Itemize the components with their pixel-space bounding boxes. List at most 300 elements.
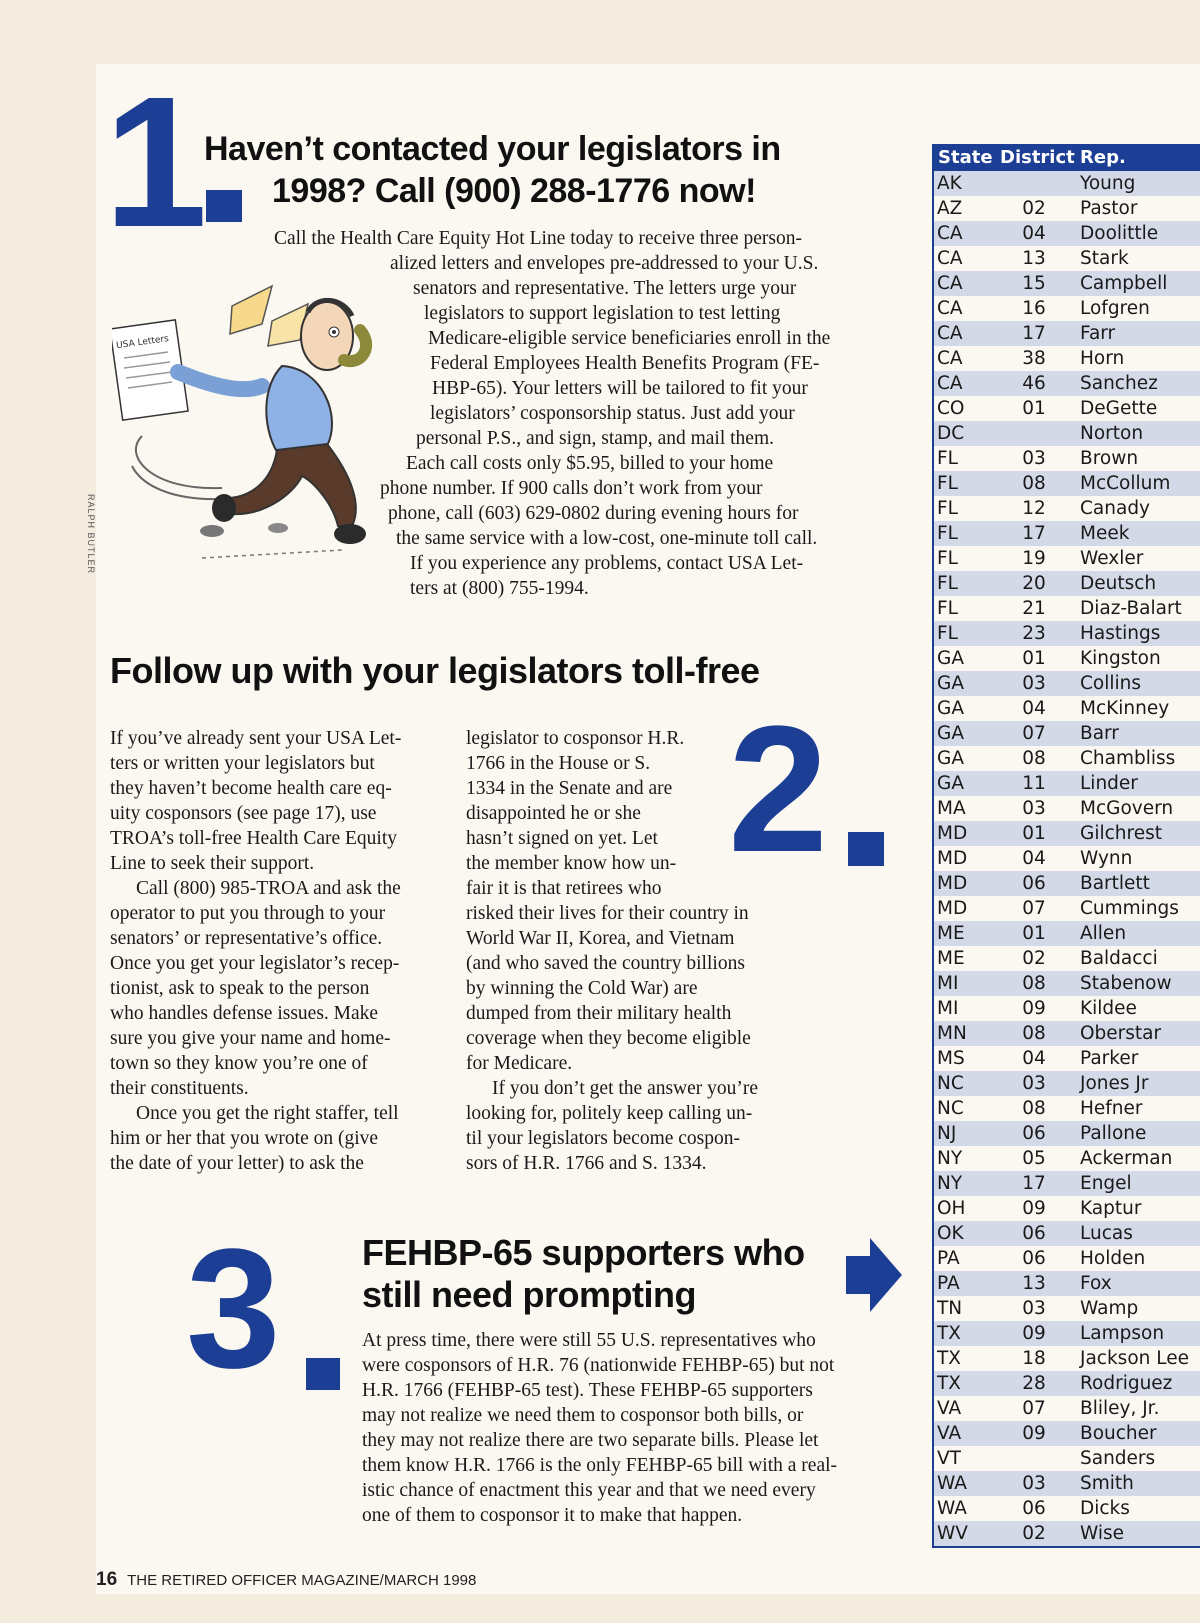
cell-district: 09 <box>1022 998 1046 1019</box>
cell-district: 08 <box>1022 473 1046 494</box>
table-row <box>934 471 1200 496</box>
cell-state: MI <box>937 998 959 1019</box>
cell-rep: Gilchrest <box>1080 823 1162 844</box>
s2c1-line: the date of your letter) to ask the <box>110 1153 364 1174</box>
s2c2-line: 1334 in the Senate and are <box>466 778 673 799</box>
s2c2-line: looking for, politely keep calling un- <box>466 1103 753 1124</box>
s2c2-line: by winning the Cold War) are <box>466 978 698 999</box>
cell-rep: Sanders <box>1080 1448 1156 1469</box>
cell-state: VA <box>937 1398 962 1419</box>
cell-rep: Hastings <box>1080 623 1161 644</box>
cell-rep: Pastor <box>1080 198 1138 219</box>
cell-district: 11 <box>1022 773 1046 794</box>
s1-line: Each call costs only $5.95, billed to your home <box>406 453 774 474</box>
cell-rep: Lucas <box>1080 1223 1133 1244</box>
section-2-number: 2 <box>728 689 825 890</box>
cell-state: NC <box>937 1073 964 1094</box>
cell-rep: Wamp <box>1080 1298 1139 1319</box>
table-row <box>934 396 1200 421</box>
table-row <box>934 1196 1200 1221</box>
cell-rep: Diaz-Balart <box>1080 598 1182 619</box>
table-row <box>934 1146 1200 1171</box>
cell-district: 46 <box>1022 373 1046 394</box>
cell-rep: Brown <box>1080 448 1139 469</box>
cell-rep: Campbell <box>1080 273 1168 294</box>
cell-district: 06 <box>1022 873 1046 894</box>
cell-district: 04 <box>1022 698 1046 719</box>
s2c2-line: the member know how un- <box>466 853 677 874</box>
cell-state: CA <box>937 323 963 344</box>
s2c1-line: him or her that you wrote on (give <box>110 1128 379 1149</box>
table-row <box>934 796 1200 821</box>
cell-district: 02 <box>1022 948 1046 969</box>
cell-district: 13 <box>1022 248 1046 269</box>
s3-line: H.R. 1766 (FEHBP-65 test). These FEHBP-65 supporters <box>362 1380 813 1401</box>
s2c1-line: their constituents. <box>110 1078 249 1099</box>
cell-district: 16 <box>1022 298 1046 319</box>
s3-line: were cosponsors of H.R. 76 (nationwide FEHBP-65) but not <box>362 1355 835 1376</box>
cell-district: 06 <box>1022 1223 1046 1244</box>
cell-rep: DeGette <box>1080 398 1158 419</box>
cell-district: 05 <box>1022 1148 1046 1169</box>
cell-state: GA <box>937 723 964 744</box>
table-row <box>934 1471 1200 1496</box>
cell-rep: Lampson <box>1080 1323 1165 1344</box>
section-1-number: 1 <box>104 59 204 266</box>
cell-rep: Stabenow <box>1080 973 1172 994</box>
cell-rep: McCollum <box>1080 473 1171 494</box>
cell-state: FL <box>937 448 958 469</box>
s2c1-line: tionist, ask to speak to the person <box>110 978 370 999</box>
cell-district: 04 <box>1022 223 1046 244</box>
s3-line: one of them to cosponsor it to make that happen. <box>362 1505 743 1526</box>
table-row <box>934 1446 1200 1471</box>
table-row <box>934 171 1200 196</box>
cell-rep: Boucher <box>1080 1423 1157 1444</box>
cell-rep: Engel <box>1080 1173 1132 1194</box>
cell-district: 21 <box>1022 598 1046 619</box>
cell-state: CA <box>937 273 963 294</box>
table-row <box>934 1271 1200 1296</box>
section-2-headline: Follow up with your legislators toll-free <box>110 650 760 691</box>
table-row <box>934 746 1200 771</box>
cell-state: FL <box>937 548 958 569</box>
cell-district: 01 <box>1022 923 1046 944</box>
s2c1-line: Once you get the right staffer, tell <box>136 1103 399 1124</box>
cell-district: 20 <box>1022 573 1046 594</box>
table-row <box>934 371 1200 396</box>
table-row <box>934 1246 1200 1271</box>
cell-state: WV <box>937 1523 968 1544</box>
table-row <box>934 246 1200 271</box>
s1-line: senators and representative. The letters urge your <box>413 278 797 299</box>
s3-line: may not realize we need them to cosponsor both bills, or <box>362 1405 804 1426</box>
s2c1-line: who handles defense issues. Make <box>110 1003 379 1024</box>
s2c1-line: senators’ or representative’s office. <box>110 928 383 949</box>
table-row <box>934 971 1200 996</box>
cell-district: 07 <box>1022 723 1046 744</box>
cell-district: 08 <box>1022 1023 1046 1044</box>
table-row <box>934 1521 1200 1546</box>
s1-line: ters at (800) 755-1994. <box>410 578 589 599</box>
section-1-headline-line-1: Haven’t contacted your legislators in <box>204 130 781 168</box>
cell-district: 08 <box>1022 748 1046 769</box>
cell-rep: Kaptur <box>1080 1198 1142 1219</box>
s2c1-line: town so they know you’re one of <box>110 1053 368 1074</box>
table-row <box>934 346 1200 371</box>
table-row <box>934 1296 1200 1321</box>
cell-state: NC <box>937 1098 964 1119</box>
table-row <box>934 721 1200 746</box>
cell-rep: Norton <box>1080 423 1144 444</box>
cell-rep: Baldacci <box>1080 948 1158 969</box>
s2c2-line: risked their lives for their country in <box>466 903 749 924</box>
header-state: State <box>938 147 993 168</box>
cell-rep: Cummings <box>1080 898 1179 919</box>
cell-rep: Collins <box>1080 673 1142 694</box>
publication-name: THE RETIRED OFFICER MAGAZINE/MARCH 1998 <box>127 1572 477 1589</box>
cell-state: CA <box>937 373 963 394</box>
s2c2-line: sors of H.R. 1766 and S. 1334. <box>466 1153 707 1174</box>
table-row <box>934 1071 1200 1096</box>
cell-rep: Fox <box>1080 1273 1112 1294</box>
cell-state: CA <box>937 248 963 269</box>
table-row <box>934 446 1200 471</box>
cell-rep: Canady <box>1080 498 1151 519</box>
cell-rep: Allen <box>1080 923 1127 944</box>
cell-district: 13 <box>1022 1273 1046 1294</box>
table-row <box>934 496 1200 521</box>
s2c2-line: for Medicare. <box>466 1053 573 1074</box>
cell-rep: Barr <box>1080 723 1119 744</box>
cell-district: 18 <box>1022 1348 1046 1369</box>
cell-state: MN <box>937 1023 967 1044</box>
cell-district: 03 <box>1022 673 1046 694</box>
cell-rep: Doolittle <box>1080 223 1159 244</box>
cell-state: NJ <box>937 1123 957 1144</box>
cell-state: TX <box>937 1348 961 1369</box>
cell-rep: Sanchez <box>1080 373 1158 394</box>
s2c1-line: uity cosponsors (see page 17), use <box>110 803 377 824</box>
s2c1-line: ters or written your legislators but <box>110 753 375 774</box>
cell-district: 03 <box>1022 1073 1046 1094</box>
s1-line: Medicare-eligible service beneficiaries enroll in the <box>428 328 831 349</box>
table-row <box>934 196 1200 221</box>
cell-state: VT <box>937 1448 961 1469</box>
cell-state: OH <box>937 1198 966 1219</box>
section-3-number-dot <box>306 1358 340 1390</box>
s1-line: alized letters and envelopes pre-addressed to your U.S. <box>390 253 819 274</box>
table-row <box>934 521 1200 546</box>
cell-state: GA <box>937 773 964 794</box>
legislator-table <box>932 144 1200 1548</box>
cell-rep: Bartlett <box>1080 873 1150 894</box>
header-rep: Rep. <box>1080 147 1126 168</box>
table-row <box>934 271 1200 296</box>
cell-district: 28 <box>1022 1373 1046 1394</box>
cell-district: 08 <box>1022 973 1046 994</box>
s3-line: them know H.R. 1766 is the only FEHBP-65 bill with a real- <box>362 1455 838 1476</box>
cell-district: 15 <box>1022 273 1046 294</box>
cell-district: 17 <box>1022 323 1046 344</box>
s2c2-line: fair it is that retirees who <box>466 878 662 899</box>
cell-rep: Holden <box>1080 1248 1146 1269</box>
cell-state: FL <box>937 523 958 544</box>
cell-state: FL <box>937 573 958 594</box>
table-row <box>934 671 1200 696</box>
cell-state: FL <box>937 598 958 619</box>
cell-state: CO <box>937 398 965 419</box>
cell-district: 38 <box>1022 348 1046 369</box>
table-row <box>934 696 1200 721</box>
s2c1-line: operator to put you through to your <box>110 903 386 924</box>
cell-district: 07 <box>1022 898 1046 919</box>
s2c2-line: World War II, Korea, and Vietnam <box>466 928 735 949</box>
s2c2-line: til your legislators become cospon- <box>466 1128 741 1149</box>
arrow-right-icon <box>846 1238 902 1312</box>
cell-state: GA <box>937 698 964 719</box>
s2c1-line: Call (800) 985-TROA and ask the <box>136 878 401 899</box>
cell-state: MD <box>937 848 968 869</box>
cell-rep: Rodriguez <box>1080 1373 1173 1394</box>
table-row <box>934 621 1200 646</box>
cell-state: ME <box>937 923 965 944</box>
s1-line: legislators to support legislation to test letting <box>424 303 781 324</box>
table-row <box>934 1021 1200 1046</box>
table-body <box>934 171 1200 1546</box>
cell-rep: Meek <box>1080 523 1130 544</box>
cell-state: TX <box>937 1373 961 1394</box>
cell-rep: Pallone <box>1080 1123 1147 1144</box>
table-row <box>934 296 1200 321</box>
cell-state: OK <box>937 1223 964 1244</box>
section-3-body <box>362 1328 902 1528</box>
cell-rep: Parker <box>1080 1048 1139 1069</box>
table-row <box>934 846 1200 871</box>
s1-line: Call the Health Care Equity Hot Line today to receive three person- <box>274 228 802 249</box>
cell-rep: Bliley, Jr. <box>1080 1398 1160 1419</box>
table-row <box>934 571 1200 596</box>
table-header <box>934 144 1200 171</box>
cell-rep: Chambliss <box>1080 748 1176 769</box>
cell-district: 04 <box>1022 848 1046 869</box>
usa-letters-label: USA Letters <box>115 333 170 352</box>
cell-district: 06 <box>1022 1498 1046 1519</box>
cell-rep: Linder <box>1080 773 1138 794</box>
s2c1-line: If you’ve already sent your USA Let- <box>110 728 402 749</box>
cell-district: 06 <box>1022 1248 1046 1269</box>
table-row <box>934 1221 1200 1246</box>
s2c2-line: disappointed he or she <box>466 803 641 824</box>
cell-state: PA <box>937 1248 960 1269</box>
cell-rep: Wynn <box>1080 848 1133 869</box>
cell-rep: Oberstar <box>1080 1023 1162 1044</box>
s2c1-line: they haven’t become health care eq- <box>110 778 392 799</box>
cell-state: PA <box>937 1273 960 1294</box>
s1-line: phone number. If 900 calls don’t work from your <box>380 478 763 499</box>
section-3-headline-line-2: still need prompting <box>362 1274 697 1315</box>
table-row <box>934 1046 1200 1071</box>
cell-state: CA <box>937 348 963 369</box>
s3-line: they may not realize there are two separate bills. Please let <box>362 1430 819 1451</box>
cell-district: 17 <box>1022 523 1046 544</box>
cell-rep: Farr <box>1080 323 1116 344</box>
table-row <box>934 1496 1200 1521</box>
table-row <box>934 221 1200 246</box>
cell-rep: Wise <box>1080 1523 1125 1544</box>
cell-rep: McKinney <box>1080 698 1170 719</box>
table-row <box>934 896 1200 921</box>
cell-state: NY <box>937 1148 963 1169</box>
cell-district: 09 <box>1022 1323 1046 1344</box>
s1-line: legislators’ cosponsorship status. Just add your <box>430 403 795 424</box>
photo-credit: RALPH BUTLER <box>86 494 96 575</box>
cell-state: CA <box>937 298 963 319</box>
cell-district: 03 <box>1022 1473 1046 1494</box>
cell-state: DC <box>937 423 965 444</box>
cell-rep: Jones Jr <box>1080 1073 1149 1094</box>
table-row <box>934 771 1200 796</box>
cell-rep: Ackerman <box>1080 1148 1173 1169</box>
cell-rep: McGovern <box>1080 798 1174 819</box>
cell-district: 03 <box>1022 798 1046 819</box>
cell-state: NY <box>937 1173 963 1194</box>
cell-rep: Smith <box>1080 1473 1134 1494</box>
s2c2-line: coverage when they become eligible <box>466 1028 751 1049</box>
cell-rep: Wexler <box>1080 548 1144 569</box>
table-row <box>934 1371 1200 1396</box>
cell-state: MD <box>937 898 968 919</box>
table-row <box>934 996 1200 1021</box>
s2c1-line: Line to seek their support. <box>110 853 315 874</box>
table-row <box>934 871 1200 896</box>
cell-state: FL <box>937 623 958 644</box>
table-row <box>934 1096 1200 1121</box>
cell-rep: Kingston <box>1080 648 1161 669</box>
cell-state: MS <box>937 1048 965 1069</box>
cell-district: 07 <box>1022 1398 1046 1419</box>
cell-rep: Dicks <box>1080 1498 1130 1519</box>
cell-district: 02 <box>1022 1523 1046 1544</box>
s2c2-line: If you don’t get the answer you’re <box>492 1078 759 1099</box>
cell-rep: Horn <box>1080 348 1125 369</box>
table-row <box>934 1171 1200 1196</box>
cell-district: 09 <box>1022 1198 1046 1219</box>
cell-rep: Lofgren <box>1080 298 1150 319</box>
s2c2-line: (and who saved the country billions <box>466 953 745 974</box>
cell-rep: Hefner <box>1080 1098 1143 1119</box>
cell-state: WA <box>937 1498 967 1519</box>
section-1-body <box>0 226 874 601</box>
s2c2-line: 1766 in the House or S. <box>466 753 651 774</box>
cell-district: 08 <box>1022 1098 1046 1119</box>
cell-rep: Stark <box>1080 248 1129 269</box>
table-row <box>934 821 1200 846</box>
section-1-number-dot <box>206 190 242 222</box>
s2c1-line: TROA’s toll-free Health Care Equity <box>110 828 398 849</box>
table-row <box>934 321 1200 346</box>
s1-line: the same service with a low-cost, one-minute toll call. <box>396 528 818 549</box>
cell-state: AK <box>937 173 962 194</box>
section-3-headline-line-1: FEHBP-65 supporters who <box>362 1232 805 1273</box>
cell-state: FL <box>937 473 958 494</box>
cell-state: WA <box>937 1473 967 1494</box>
s2c1-line: Once you get your legislator’s recep- <box>110 953 400 974</box>
table-row <box>934 1121 1200 1146</box>
cell-state: GA <box>937 673 964 694</box>
cell-state: GA <box>937 748 964 769</box>
cell-district: 01 <box>1022 398 1046 419</box>
table-row <box>934 1321 1200 1346</box>
cell-state: VA <box>937 1423 962 1444</box>
s2c1-line: sure you give your name and home- <box>110 1028 391 1049</box>
cell-district: 06 <box>1022 1123 1046 1144</box>
cell-district: 01 <box>1022 823 1046 844</box>
cell-district: 02 <box>1022 198 1046 219</box>
s1-line: HBP-65). Your letters will be tailored to fit your <box>432 378 808 399</box>
s1-line: If you experience any problems, contact USA Let- <box>410 553 804 574</box>
cell-state: TX <box>937 1323 961 1344</box>
cell-district: 01 <box>1022 648 1046 669</box>
cell-state: MD <box>937 873 968 894</box>
section-1-headline-line-2: 1998? Call (900) 288-1776 now! <box>272 172 756 210</box>
table-row <box>934 646 1200 671</box>
table-row <box>934 921 1200 946</box>
cell-rep: Young <box>1080 173 1136 194</box>
cell-rep: Deutsch <box>1080 573 1157 594</box>
table-row <box>934 1421 1200 1446</box>
cell-state: TN <box>937 1298 963 1319</box>
cell-state: MD <box>937 823 968 844</box>
s2c2-line: legislator to cosponsor H.R. <box>466 728 685 749</box>
table-row <box>934 596 1200 621</box>
table-row <box>934 1396 1200 1421</box>
cell-district: 17 <box>1022 1173 1046 1194</box>
cell-district: 23 <box>1022 623 1046 644</box>
cell-district: 04 <box>1022 1048 1046 1069</box>
header-district: District <box>1000 147 1075 168</box>
cell-district: 03 <box>1022 1298 1046 1319</box>
table-row <box>934 421 1200 446</box>
cell-state: ME <box>937 948 965 969</box>
cell-district: 19 <box>1022 548 1046 569</box>
cell-rep: Jackson Lee <box>1080 1348 1189 1369</box>
table-row <box>934 1346 1200 1371</box>
cell-rep: Kildee <box>1080 998 1137 1019</box>
cell-state: FL <box>937 498 958 519</box>
section-2-number-dot <box>848 832 884 866</box>
cell-district: 03 <box>1022 448 1046 469</box>
section-3-number: 3 <box>186 1214 277 1404</box>
cell-district: 12 <box>1022 498 1046 519</box>
s1-line: personal P.S., and sign, stamp, and mail them. <box>416 428 775 449</box>
table-row <box>934 546 1200 571</box>
cell-state: MA <box>937 798 966 819</box>
page-footer <box>96 1569 476 1591</box>
cell-state: GA <box>937 648 964 669</box>
s3-line: istic chance of enactment this year and that we need every <box>362 1480 816 1501</box>
s2c2-line: hasn’t signed on yet. Let <box>466 828 658 849</box>
s1-line: Federal Employees Health Benefits Program (FE- <box>430 353 820 374</box>
page-number: 16 <box>96 1569 118 1590</box>
cell-district: 09 <box>1022 1423 1046 1444</box>
section-2-column-1 <box>110 726 450 1176</box>
s1-line: phone, call (603) 629-0802 during evening hours for <box>388 503 799 524</box>
s2c2-line: dumped from their military health <box>466 1003 732 1024</box>
cell-state: MI <box>937 973 959 994</box>
cell-state: CA <box>937 223 963 244</box>
cell-state: AZ <box>937 198 963 219</box>
